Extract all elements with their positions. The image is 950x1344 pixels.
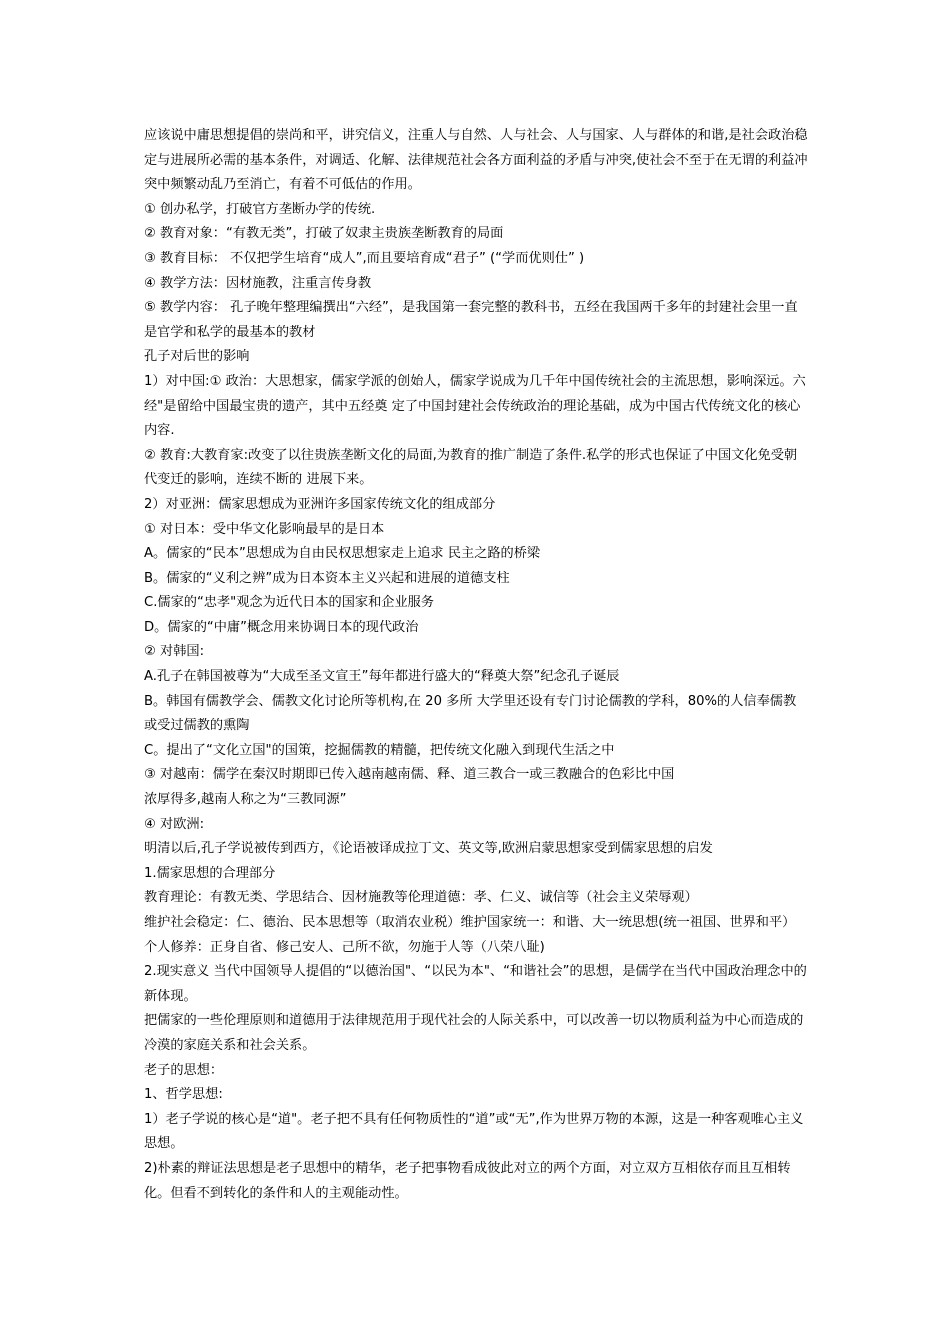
paragraph-22: ④ 对欧洲: <box>144 816 205 832</box>
paragraph-30: 1、哲学思想: <box>144 1087 223 1103</box>
paragraph-19: C。提出了“文化立国"的国策，挖掘儒教的精髓，把传统文化融入到现代生活之中 <box>144 742 615 758</box>
paragraph-18: B。韩国有儒教学会、儒教文化讨论所等机构,在 20 多所 大学里还设有专门讨论儒教的学科，80%的人信奉儒教或受过儒教的熏陶 <box>144 693 797 734</box>
paragraph-5: ④ 教学方法：因材施教，注重言传身教 <box>144 275 372 291</box>
paragraph-7: 孔子对后世的影响 <box>144 349 250 365</box>
paragraph-24: 1.儒家思想的合理部分 <box>144 865 276 881</box>
paragraph-9: ② 教育:大教育家:改变了以往贵族垄断文化的局面,为教育的推广制造了条件.私学的形式也保证了中国文化免受朝代变迁的影响，连续不断的 进展下来。 <box>144 447 798 488</box>
paragraph-28: 把儒家的一些伦理原则和道德用于法律规范用于现代社会的人际关系中，可以改善一切以物质利益为中心而造成的冷漠的家庭关系和社会关系。 <box>144 1013 804 1053</box>
paragraph-23: 明清以后,孔子学说被传到西方，《论语被译成拉丁文、英文等,欧洲启蒙思想家受到儒家思想的启发 <box>144 841 713 857</box>
paragraph-11: ① 对日本：受中华文化影响最早的是日本 <box>144 521 385 537</box>
paragraph-15: D。儒家的“中庸”概念用来协调日本的现代政治 <box>144 619 419 635</box>
paragraph-21: 浓厚得多,越南人称之为“三教同源” <box>144 792 347 808</box>
paragraph-20: ③ 对越南：儒学在秦汉时期即已传入越南越南儒、释、道三教合一或三教融合的色彩比中国 <box>144 767 675 783</box>
paragraph-17: A.孔子在韩国被尊为“大成至圣文宣王”每年都进行盛大的“释奠大祭”纪念孔子诞辰 <box>144 669 620 685</box>
paragraph-29: 老子的思想： <box>144 1062 224 1078</box>
paragraph-31: 1）老子学说的核心是“道"。老子把不具有任何物质性的“道”或“无”,作为世界万物的本源，这是一种客观唯心主义思想。 <box>144 1111 804 1152</box>
paragraph-8: 1）对中国:① 政治：大思想家，儒家学派的创始人，儒家学说成为几千年中国传统社会的主流思想，影响深远。六经"是留给中国最宝贵的遗产，其中五经奠 定了中国封建社会传统政治的理论基础，成为中国古代传统文化的核心内容. <box>144 373 806 439</box>
paragraph-27: 2.现实意义 当代中国领导人提倡的“以德治国"、“以民为本"、“和谐社会”的思想，是儒学在当代中国政治理念中的新体现。 <box>144 964 807 1004</box>
paragraph-32: 2)朴素的辩证法思想是老子思想中的精华，老子把事物看成彼此对立的两个方面，对立双方互相依存而且互相转化。但看不到转化的条件和人的主观能动性。 <box>144 1160 791 1201</box>
paragraph-2: ① 创办私学，打破官方垄断办学的传统. <box>144 201 376 217</box>
paragraph-4: ③ 教育目标： 不仅把学生培育“成人”,而且要培育成“君子” (“学而优则仕” ) <box>144 250 585 266</box>
document-page <box>144 124 808 1206</box>
paragraph-26: 维护社会稳定：仁、德治、民本思想等（取消农业税）维护国家统一：和谐、大一统思想(统一祖国、世界和平）个人修养：正身自省、修己安人、己所不欲，勿施于人等（八荣八耻) <box>144 915 796 955</box>
paragraph-1: 应该说中庸思想提倡的崇尚和平，讲究信义，注重人与自然、人与社会、人与国家、人与群体的和谐,是社会政治稳定与进展所必需的基本条件，对调适、化解、法律规范社会各方面利益的矛盾与冲突,使社会不至于在无谓的利益冲突中频繁动乱乃至消亡，有着不可低估的作用。 <box>144 128 808 193</box>
paragraph-12: A。儒家的“民本”思想成为自由民权思想家走上追求 民主之路的桥梁 <box>144 546 541 562</box>
paragraph-16: ② 对韩国: <box>144 644 205 660</box>
paragraph-10: 2）对亚洲：儒家思想成为亚洲许多国家传统文化的组成部分 <box>144 496 496 512</box>
paragraph-14: C.儒家的“忠孝"观念为近代日本的国家和企业服务 <box>144 595 435 611</box>
paragraph-13: B。儒家的“义利之辨”成为日本资本主义兴起和进展的道德支柱 <box>144 570 510 586</box>
paragraph-6: ⑤ 教学内容： 孔子晚年整理编撰出“六经”，是我国第一套完整的教科书，五经在我国两千多年的封建社会里一直是官学和私学的最基本的教材 <box>144 300 798 340</box>
paragraph-25: 教育理论：有教无类、学思结合、因材施教等伦理道德：孝、仁义、诚信等（社会主义荣辱观） <box>144 890 698 906</box>
paragraph-3: ② 教育对象：“有教无类”，打破了奴隶主贵族垄断教育的局面 <box>144 226 504 242</box>
